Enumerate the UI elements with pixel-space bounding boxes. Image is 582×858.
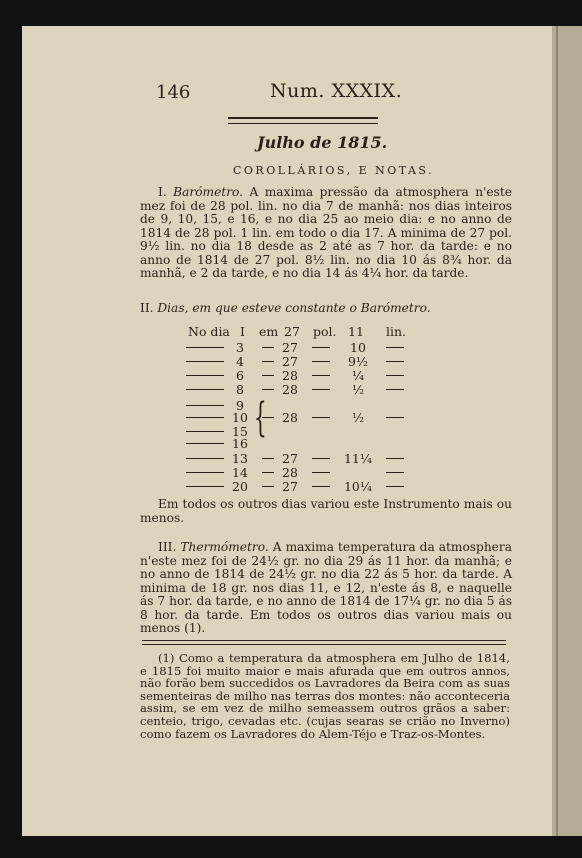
table-brace: {: [254, 395, 267, 441]
table-day: 4: [236, 354, 244, 369]
table-day: 20: [232, 479, 248, 494]
table-left-dash: [186, 417, 224, 418]
table-lin-dash: [386, 361, 404, 362]
table-lin: ½: [351, 410, 365, 425]
table-pol: 27: [282, 451, 298, 466]
table-day: 9: [236, 398, 244, 413]
table-left-dash: [186, 486, 224, 487]
thermometer-label: Thermómetro.: [180, 540, 269, 554]
table-lin-dash: [386, 375, 404, 376]
table-day: 15: [232, 424, 248, 439]
table-left-dash: [186, 458, 224, 459]
table-pol: 27: [282, 340, 298, 355]
table-pol-dash: [312, 458, 330, 459]
table-left-dash: [186, 431, 224, 432]
table-left-dash: [186, 361, 224, 362]
thermometer-num: III.: [158, 540, 177, 554]
table-lin: 11¼: [343, 451, 373, 466]
table-mid-dash: [262, 375, 274, 376]
section-heading: COROLLÁRIOS, E NOTAS.: [233, 164, 435, 177]
table-left-dash: [186, 347, 224, 348]
table-day: 10: [232, 410, 248, 425]
table-day: 3: [236, 340, 244, 355]
table-mid-dash: [262, 486, 274, 487]
table-lin: 10¼: [343, 479, 373, 494]
table-header-pol-value: 27: [284, 324, 300, 339]
barometer-num: I.: [158, 185, 167, 199]
page-number: 146: [156, 82, 191, 103]
constant-days-heading: [140, 302, 512, 316]
thermometer-paragraph: [140, 541, 512, 636]
table-pol: 28: [282, 465, 298, 480]
barometer-label: Barómetro.: [173, 185, 244, 199]
table-pol: 28: [282, 410, 298, 425]
table-mid-dash: [262, 472, 274, 473]
days-footer: Em todos os outros dias variou este Instrumento mais ou menos.: [140, 497, 512, 525]
table-mid-dash: [262, 347, 274, 348]
footnote-rule: [142, 640, 506, 645]
table-header-lin: lin.: [386, 324, 407, 339]
table-pol: 28: [282, 382, 298, 397]
table-header-day: No dia: [188, 324, 230, 339]
table-day: 6: [236, 368, 244, 383]
table-mid-dash: [262, 417, 274, 418]
days-num: II.: [140, 301, 154, 315]
days-label: Dias, em que esteve constante o Barómetro.: [157, 301, 431, 315]
table-pol: 28: [282, 368, 298, 383]
thermometer-text: A maxima temperatura da atmosphera n'este mez foi de 24½ gr. no dia 29 ás 11 hor. da manhã; e no anno de 1814 de 24½ gr. no dia 22 ás 5 hor. da tarde. A minima de 18 gr. nos dias 11, e 12, n'este ás 8, e naquelle ás 7 hor. da tarde, e no anno de 1814 de 17¼ gr. no dia 5 ás 8 hor. da tarde. Em todos os outros dias variou mais ou menos (1).: [140, 540, 512, 635]
table-pol-dash: [312, 486, 330, 487]
table-lin-dash: [386, 417, 404, 418]
table-lin: 9½: [347, 354, 369, 369]
table-lin: 10: [350, 340, 366, 355]
barometer-paragraph: [140, 186, 512, 281]
table-pol-dash: [312, 389, 330, 390]
running-head: Num. XXXIX.: [270, 80, 403, 102]
table-lin: ½: [351, 382, 365, 397]
table-mid-dash: [262, 389, 274, 390]
table-mid-dash: [262, 458, 274, 459]
barometer-text: A maxima pressão da atmosphera n'este mez foi de 28 pol. lin. no dia 7 de manhã: nos dias inteiros de 9, 10, 15, e 16, e no dia 25 ao meio dia: e no anno de 1814 de 28 pol. 1 lin. em todo o dia 17. A minima de 27 pol. 9½ lin. no dia 18 desde as 2 até as 7 hor. da tarde: e no anno de 1814 de 27 pol. 8½ lin. no dia 10 ás 8¾ hor. da manhã, e 2 da tarde, e no dia 14 ás 4¼ hor. da tarde.: [140, 185, 513, 280]
table-mid-dash: [262, 361, 274, 362]
title-rule: [228, 117, 378, 124]
table-lin-dash: [386, 347, 404, 348]
table-lin-dash: [386, 486, 404, 487]
table-header-em: em: [259, 324, 279, 339]
table-pol-dash: [312, 347, 330, 348]
table-left-dash: [186, 375, 224, 376]
table-pol-dash: [312, 361, 330, 362]
table-lin: ¼: [351, 368, 365, 383]
table-left-dash: [186, 443, 224, 444]
table-left-dash: [186, 389, 224, 390]
table-pol-dash: [312, 417, 330, 418]
table-lin-dash: [386, 389, 404, 390]
month-title: Julho de 1815.: [257, 133, 388, 152]
page-edge-line: [556, 26, 558, 836]
table-day: 16: [232, 436, 248, 451]
table-left-dash: [186, 405, 224, 406]
table-lin-dash: [386, 458, 404, 459]
table-day: 13: [232, 451, 248, 466]
table-lin-dash: [386, 472, 404, 473]
footnote: (1) Como a temperatura da atmosphera em Julho de 1814, e 1815 foi muito maior e mais afurada que em outros annos, não forão bem succedidos os Lavradores da Beira com as suas sementeiras de milho nas terras dos montes: não acconteceria assim, se em vez de milho semeassem outros grãos a saber: centeio, trigo, cevadas etc. (cujas searas se crião no Inverno) como fazem os Lavradores do Alem-Téjo e Traz-os-Montes.: [140, 651, 510, 741]
table-day: 14: [232, 465, 248, 480]
table-header-lin-value: 11: [348, 324, 364, 339]
table-header-first: I: [240, 324, 245, 339]
table-day: 8: [236, 382, 244, 397]
table-left-dash: [186, 472, 224, 473]
table-pol: 27: [282, 479, 298, 494]
table-pol: 27: [282, 354, 298, 369]
table-pol-dash: [312, 375, 330, 376]
table-pol-dash: [312, 472, 330, 473]
table-header-pol: pol.: [313, 324, 337, 339]
